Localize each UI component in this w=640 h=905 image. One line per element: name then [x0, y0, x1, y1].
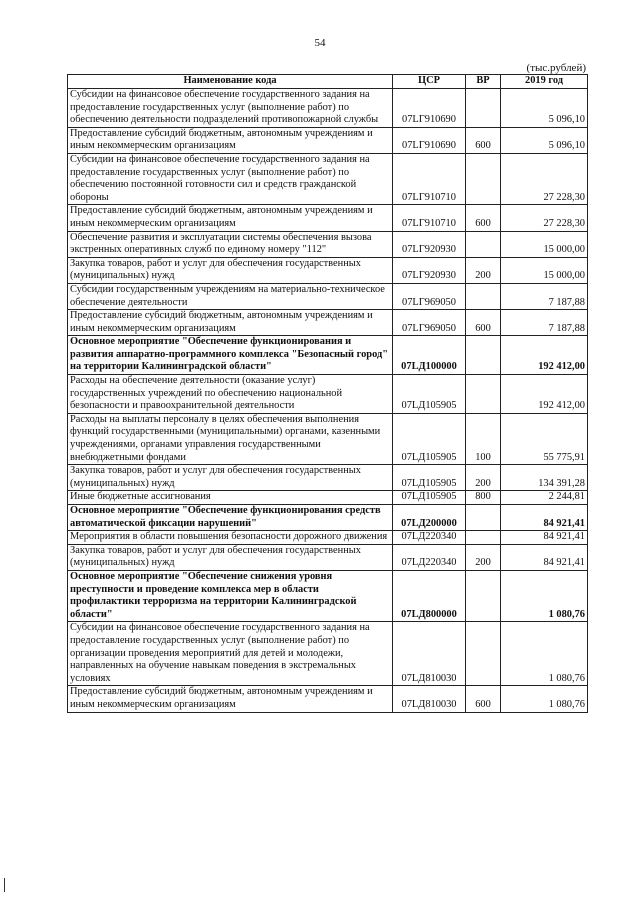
row-csr-cell: 07LГ920930 [393, 257, 466, 283]
row-sum-cell: 2 244,81 [501, 491, 588, 505]
row-csr-cell: 07LГ910710 [393, 205, 466, 231]
row-name-cell: Субсидии государственным учреждениям на материально-техническое обеспечение деятельности [68, 283, 393, 309]
row-vr-cell [466, 622, 501, 686]
row-csr-cell: 07LД220340 [393, 531, 466, 545]
table-row [68, 491, 588, 505]
row-vr-cell: 600 [466, 686, 501, 712]
header-csr: ЦСР [393, 75, 466, 89]
row-csr-cell: 07LГ910690 [393, 89, 466, 128]
row-sum-cell: 55 775,91 [501, 413, 588, 464]
row-sum-cell: 1 080,76 [501, 686, 588, 712]
row-sum-cell: 5 096,10 [501, 127, 588, 153]
table-row [68, 205, 588, 231]
header-name: Наименование кода [68, 75, 393, 89]
row-csr-cell: 07LГ910710 [393, 153, 466, 204]
row-csr-cell: 07LД105905 [393, 465, 466, 491]
row-csr-cell: 07LГ910690 [393, 127, 466, 153]
row-vr-cell: 600 [466, 127, 501, 153]
row-sum-cell: 192 412,00 [501, 375, 588, 414]
budget-table [67, 74, 588, 713]
row-name-cell: Субсидии на финансовое обеспечение государственного задания на предоставление государственных услуг (выполнение работ) по обеспечению деятельности подразделений противопожарной службы [68, 89, 393, 128]
row-name-cell: Расходы на обеспечение деятельности (оказание услуг) государственных учреждений по обеспечению национальной безопасности и правоохранительной деятельности [68, 375, 393, 414]
row-sum-cell: 7 187,88 [501, 310, 588, 336]
row-name-cell: Иные бюджетные ассигнования [68, 491, 393, 505]
row-csr-cell: 07LД100000 [393, 336, 466, 375]
row-vr-cell [466, 153, 501, 204]
row-name-cell: Основное мероприятие "Обеспечение снижения уровня преступности и проведение комплекса мер в области профилактики терроризма на территории Калининградской области" [68, 570, 393, 621]
header-vr: ВР [466, 75, 501, 89]
table-header-row [68, 75, 588, 89]
table-row [68, 310, 588, 336]
row-sum-cell: 84 921,41 [501, 544, 588, 570]
table-row [68, 570, 588, 621]
header-sum: 2019 год [501, 75, 588, 89]
row-name-cell: Предоставление субсидий бюджетным, автономным учреждениям и иным некоммерческим организациям [68, 310, 393, 336]
table-row [68, 686, 588, 712]
row-csr-cell: 07LГ969050 [393, 283, 466, 309]
row-vr-cell [466, 375, 501, 414]
row-name-cell: Закупка товаров, работ и услуг для обеспечения государственных (муниципальных) нужд [68, 257, 393, 283]
table-row [68, 231, 588, 257]
row-csr-cell: 07LД200000 [393, 505, 466, 531]
row-csr-cell: 07LД105905 [393, 491, 466, 505]
units-label: (тыс.рублей) [526, 62, 586, 74]
row-csr-cell: 07LД810030 [393, 686, 466, 712]
row-name-cell: Субсидии на финансовое обеспечение государственного задания на предоставление государственных услуг (выполнение работ) по организации проведения мероприятий для детей и молодежи, направленных на обучение навыкам поведения в экстремальных условиях [68, 622, 393, 686]
row-name-cell: Расходы на выплаты персоналу в целях обеспечения выполнения функций государственными (муниципальными) органами, казенными учреждениями, органами управления государственными внебюджетными фондами [68, 413, 393, 464]
row-name-cell: Предоставление субсидий бюджетным, автономным учреждениям и иным некоммерческим организациям [68, 205, 393, 231]
row-vr-cell: 600 [466, 205, 501, 231]
row-csr-cell: 07LД810030 [393, 622, 466, 686]
row-name-cell: Основное мероприятие "Обеспечение функционирования средств автоматической фиксации нарушений" [68, 505, 393, 531]
table-row [68, 257, 588, 283]
row-vr-cell [466, 570, 501, 621]
table-row [68, 544, 588, 570]
table-row [68, 531, 588, 545]
row-sum-cell: 1 080,76 [501, 570, 588, 621]
table-row [68, 336, 588, 375]
row-sum-cell: 84 921,41 [501, 505, 588, 531]
row-vr-cell: 200 [466, 465, 501, 491]
row-vr-cell: 600 [466, 310, 501, 336]
row-name-cell: Закупка товаров, работ и услуг для обеспечения государственных (муниципальных) нужд [68, 544, 393, 570]
row-vr-cell: 200 [466, 544, 501, 570]
row-name-cell: Субсидии на финансовое обеспечение государственного задания на предоставление государственных услуг (выполнение работ) по обеспечению постоянной готовности сил и средств гражданской обороны [68, 153, 393, 204]
row-vr-cell [466, 531, 501, 545]
row-csr-cell: 07LГ920930 [393, 231, 466, 257]
row-sum-cell: 27 228,30 [501, 205, 588, 231]
table-row [68, 413, 588, 464]
table-row [68, 622, 588, 686]
row-sum-cell: 27 228,30 [501, 153, 588, 204]
row-sum-cell: 7 187,88 [501, 283, 588, 309]
row-name-cell: Мероприятия в области повышения безопасности дорожного движения [68, 531, 393, 545]
table-row [68, 127, 588, 153]
scan-edge-mark [4, 878, 5, 892]
row-name-cell: Предоставление субсидий бюджетным, автономным учреждениям и иным некоммерческим организациям [68, 686, 393, 712]
row-name-cell: Закупка товаров, работ и услуг для обеспечения государственных (муниципальных) нужд [68, 465, 393, 491]
row-sum-cell: 134 391,28 [501, 465, 588, 491]
row-csr-cell: 07LД800000 [393, 570, 466, 621]
table-row [68, 283, 588, 309]
table-row [68, 505, 588, 531]
row-vr-cell: 800 [466, 491, 501, 505]
row-sum-cell: 84 921,41 [501, 531, 588, 545]
row-sum-cell: 5 096,10 [501, 89, 588, 128]
row-name-cell: Основное мероприятие "Обеспечение функционирования и развития аппаратно-программного комплекса "Безопасный город" на территории Калининградской области" [68, 336, 393, 375]
row-vr-cell [466, 231, 501, 257]
row-vr-cell [466, 505, 501, 531]
row-csr-cell: 07LД220340 [393, 544, 466, 570]
page-number: 54 [314, 37, 326, 49]
row-csr-cell: 07LГ969050 [393, 310, 466, 336]
table-row [68, 153, 588, 204]
row-sum-cell: 15 000,00 [501, 257, 588, 283]
row-vr-cell [466, 283, 501, 309]
table-row [68, 375, 588, 414]
row-vr-cell: 100 [466, 413, 501, 464]
row-name-cell: Предоставление субсидий бюджетным, автономным учреждениям и иным некоммерческим организациям [68, 127, 393, 153]
table-row [68, 465, 588, 491]
row-vr-cell [466, 89, 501, 128]
row-csr-cell: 07LД105905 [393, 375, 466, 414]
row-sum-cell: 192 412,00 [501, 336, 588, 375]
row-name-cell: Обеспечение развития и эксплуатации системы обеспечения вызова экстренных оперативных служб по единому номеру "112" [68, 231, 393, 257]
row-sum-cell: 15 000,00 [501, 231, 588, 257]
table-row [68, 89, 588, 128]
row-vr-cell: 200 [466, 257, 501, 283]
row-csr-cell: 07LД105905 [393, 413, 466, 464]
row-sum-cell: 1 080,76 [501, 622, 588, 686]
row-vr-cell [466, 336, 501, 375]
